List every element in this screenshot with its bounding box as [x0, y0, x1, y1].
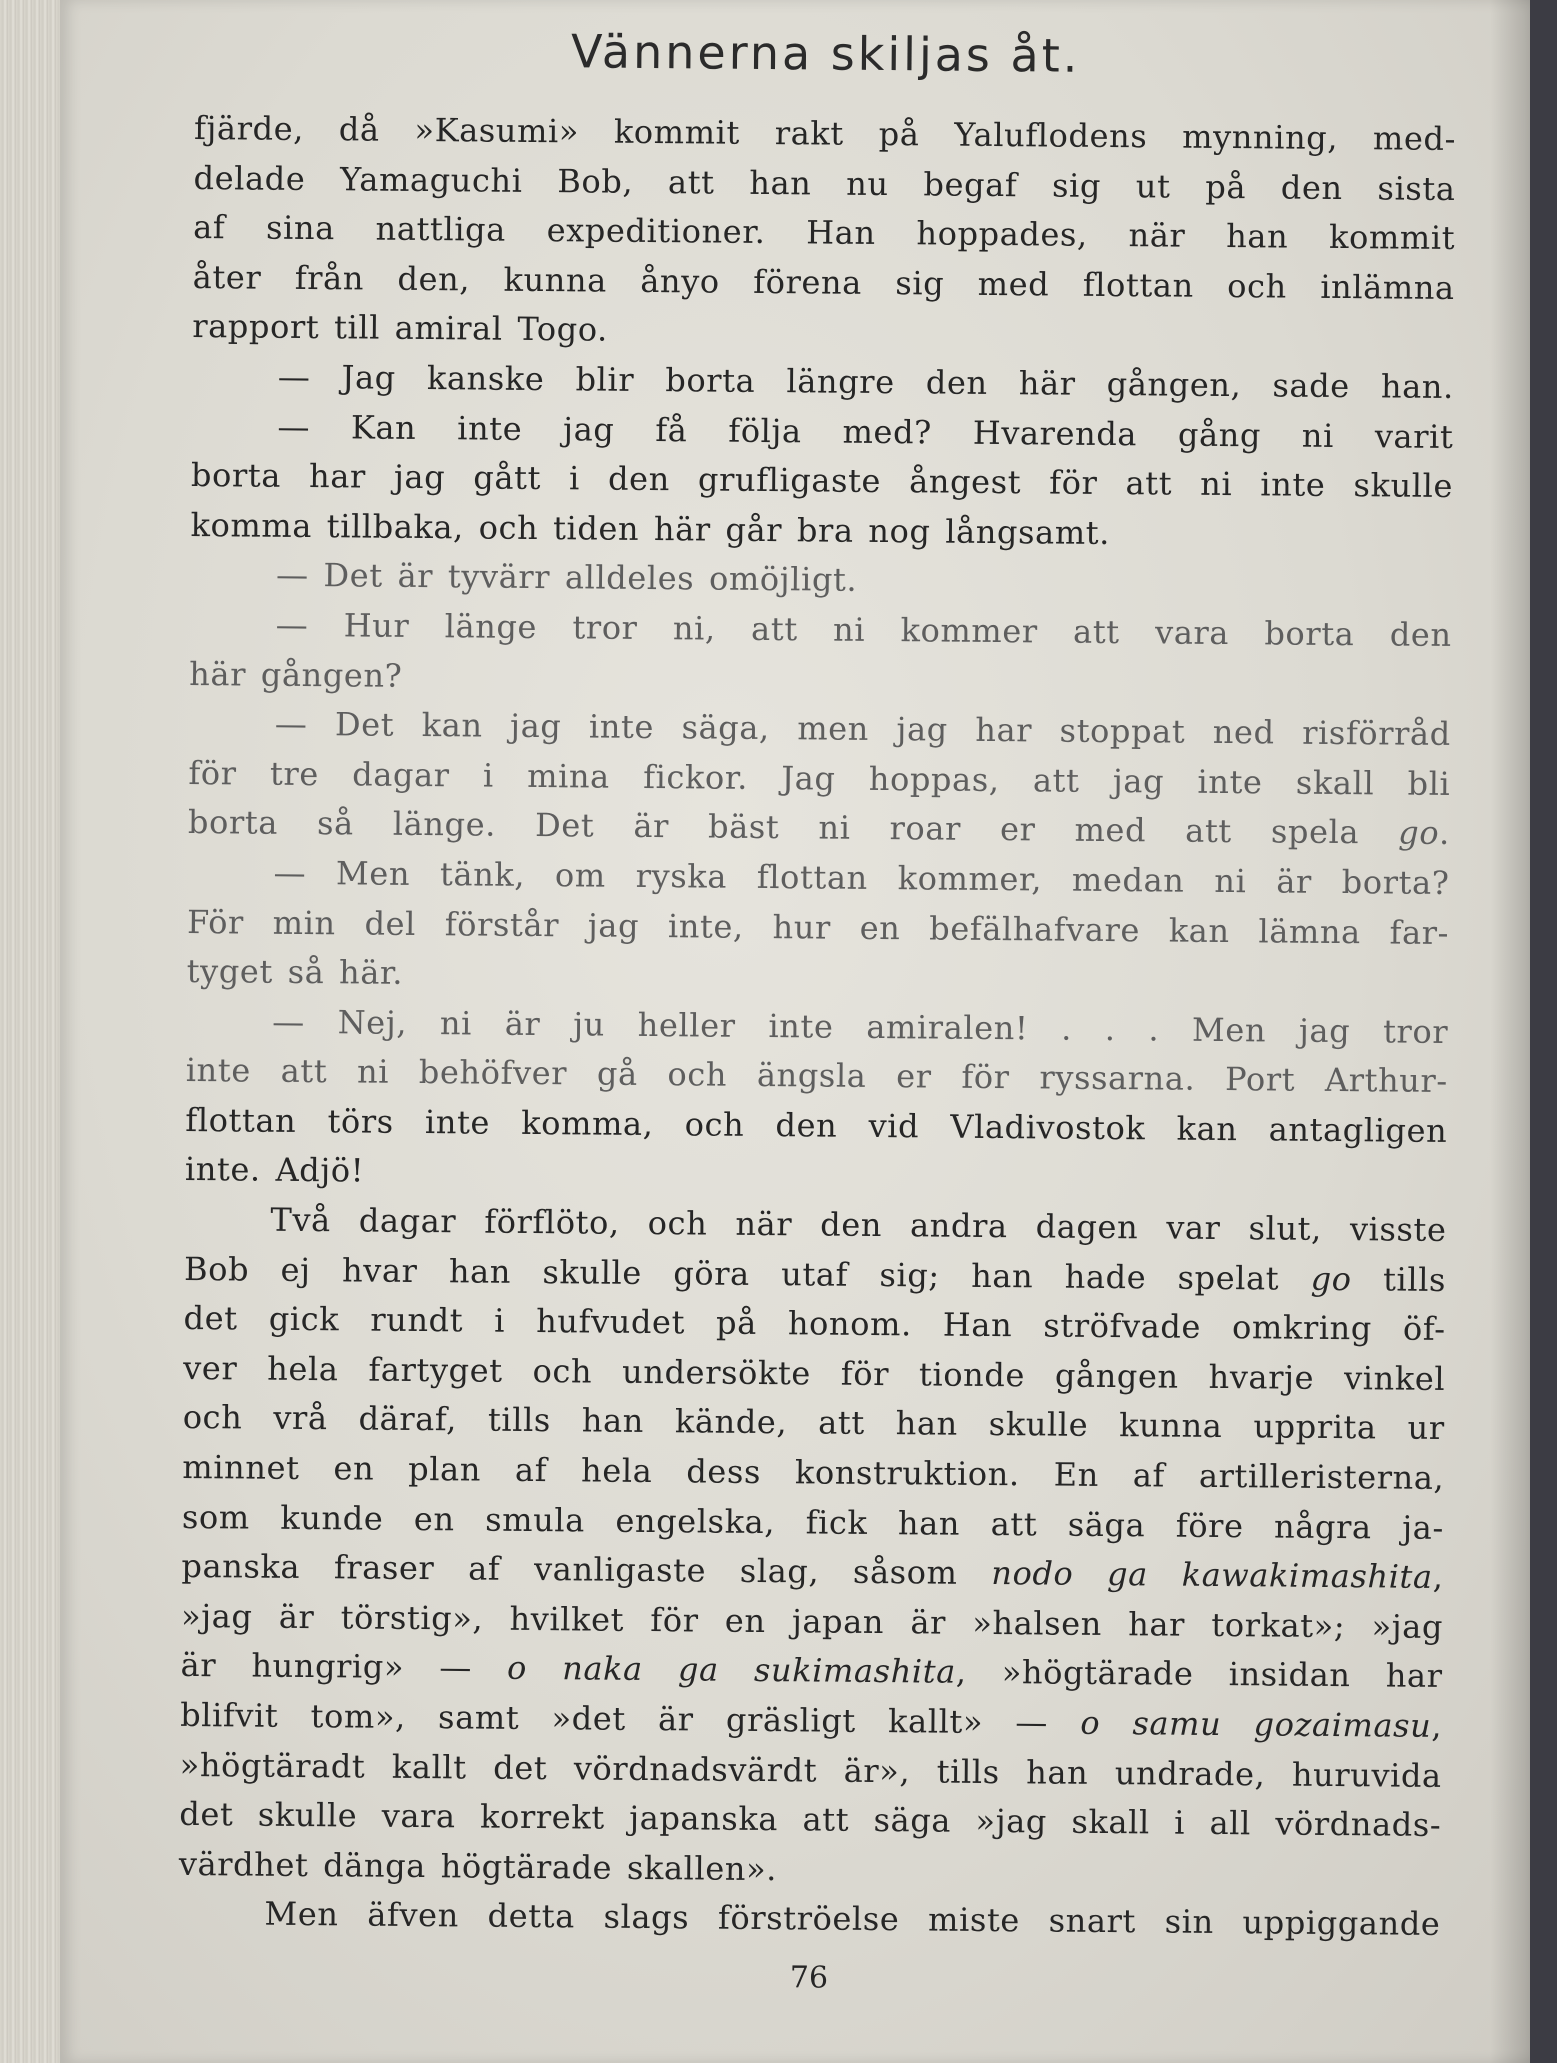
- text-line: Men äfven detta slags förströelse miste snart sin uppiggande: [264, 1895, 1441, 1944]
- text-line: komma tillbaka, och tiden här går bra nog långsamt.: [190, 505, 1111, 552]
- text-line: är hungrig» — o naka ga sukimashita, »högtärade insidan har: [180, 1646, 1443, 1696]
- page-text: [178, 18, 1457, 2004]
- text-line: minnet en plan af hela dess konstruktion. En af artilleristerna,: [182, 1447, 1445, 1497]
- text-line: det skulle vara korrekt japanska att säga »jag skall i all vördnads-: [179, 1795, 1442, 1845]
- text-line: Bob ej hvar han skulle göra utaf sig; han hade spelat go tills: [183, 1249, 1447, 1299]
- text-line: — Hur länge tror ni, att ni kommer att vara borta den: [275, 605, 1452, 654]
- text-line: — Det är tyvärr alldeles omöjligt.: [275, 556, 858, 600]
- text-line: och vrå däraf, tills han kände, att han skulle kunna upprita ur: [182, 1398, 1445, 1448]
- text-line: borta så länge. Det är bäst ni roar er med att spela go.: [187, 803, 1451, 853]
- text-line: värdhet dänga högtärade skallen».: [178, 1844, 778, 1888]
- text-line: det gick rundt i hufvudet på honom. Han ströfvade omkring öf-: [183, 1299, 1446, 1349]
- text-line: som kunde en smula engelska, fick han att säga före några ja-: [181, 1497, 1445, 1547]
- text-line: af sina nattliga expeditioner. Han hoppades, när han kommit: [193, 208, 1456, 258]
- text-line: rapport till amiral Togo.: [192, 307, 609, 349]
- text-line: »jag är törstig», hvilket för en japan är »halsen har torkat»; »jag: [180, 1596, 1444, 1646]
- text-line: panska fraser af vanligaste slag, såsom nodo ga kawakimashita,: [181, 1547, 1444, 1597]
- text-line: — Jag kanske blir borta längre den här gången, sade han.: [277, 357, 1454, 406]
- text-line: fjärde, då »Kasumi» kommit rakt på Yaluflodens mynning, med-: [193, 108, 1457, 159]
- text-line: blifvit tom», samt »det är gräsligt kallt» — o samu gozaimasu,: [180, 1695, 1443, 1745]
- text-line: inte. Adjö!: [184, 1150, 365, 1190]
- text-line: borta har jag gått i den grufligaste ångest för att ni inte skulle: [190, 456, 1454, 506]
- running-head: Vännerna skiljas åt.: [570, 24, 1081, 83]
- page-shadow: [1490, 0, 1530, 2063]
- text-line: — Nej, ni är ju heller inte amiralen! . . . Men jag tror: [272, 1002, 1449, 1051]
- text-line: — Men tänk, om ryska flottan kommer, medan ni är borta?: [273, 853, 1450, 902]
- text-line: åter från den, kunna ånyo förena sig med flottan och inlämna: [192, 257, 1455, 307]
- text-line: ver hela fartyget och undersökte för tionde gången hvarje vinkel: [183, 1348, 1446, 1398]
- text-line: delade Yamaguchi Bob, att han nu begaf sig ut på den sista: [193, 158, 1456, 208]
- text-line: för tre dagar i mina fickor. Jag hoppas, att jag inte skall bli: [188, 753, 1451, 803]
- text-line: — Det kan jag inte säga, men jag har stoppat ned risförråd: [274, 704, 1451, 754]
- text-line: här gången?: [189, 654, 403, 695]
- text-line: — Kan inte jag få följa med? Hvarenda gång ni varit: [277, 407, 1454, 456]
- page-number: 76: [789, 1960, 829, 1996]
- text-line: Två dagar förflöto, och när den andra dagen var slut, visste: [270, 1200, 1447, 1250]
- text-line: flottan törs inte komma, och den vid Vladivostok kan antagligen: [185, 1100, 1448, 1150]
- text-line: För min del förstår jag inte, hur en befälhafvare kan lämna far-: [186, 902, 1450, 952]
- text-line: inte att ni behöfver gå och ängsla er för ryssarna. Port Arthur-: [185, 1051, 1448, 1101]
- text-line: tyget så här.: [186, 952, 404, 992]
- text-line: »högtäradt kallt det vördnadsvärdt är», tills han undrade, huruvida: [179, 1745, 1442, 1795]
